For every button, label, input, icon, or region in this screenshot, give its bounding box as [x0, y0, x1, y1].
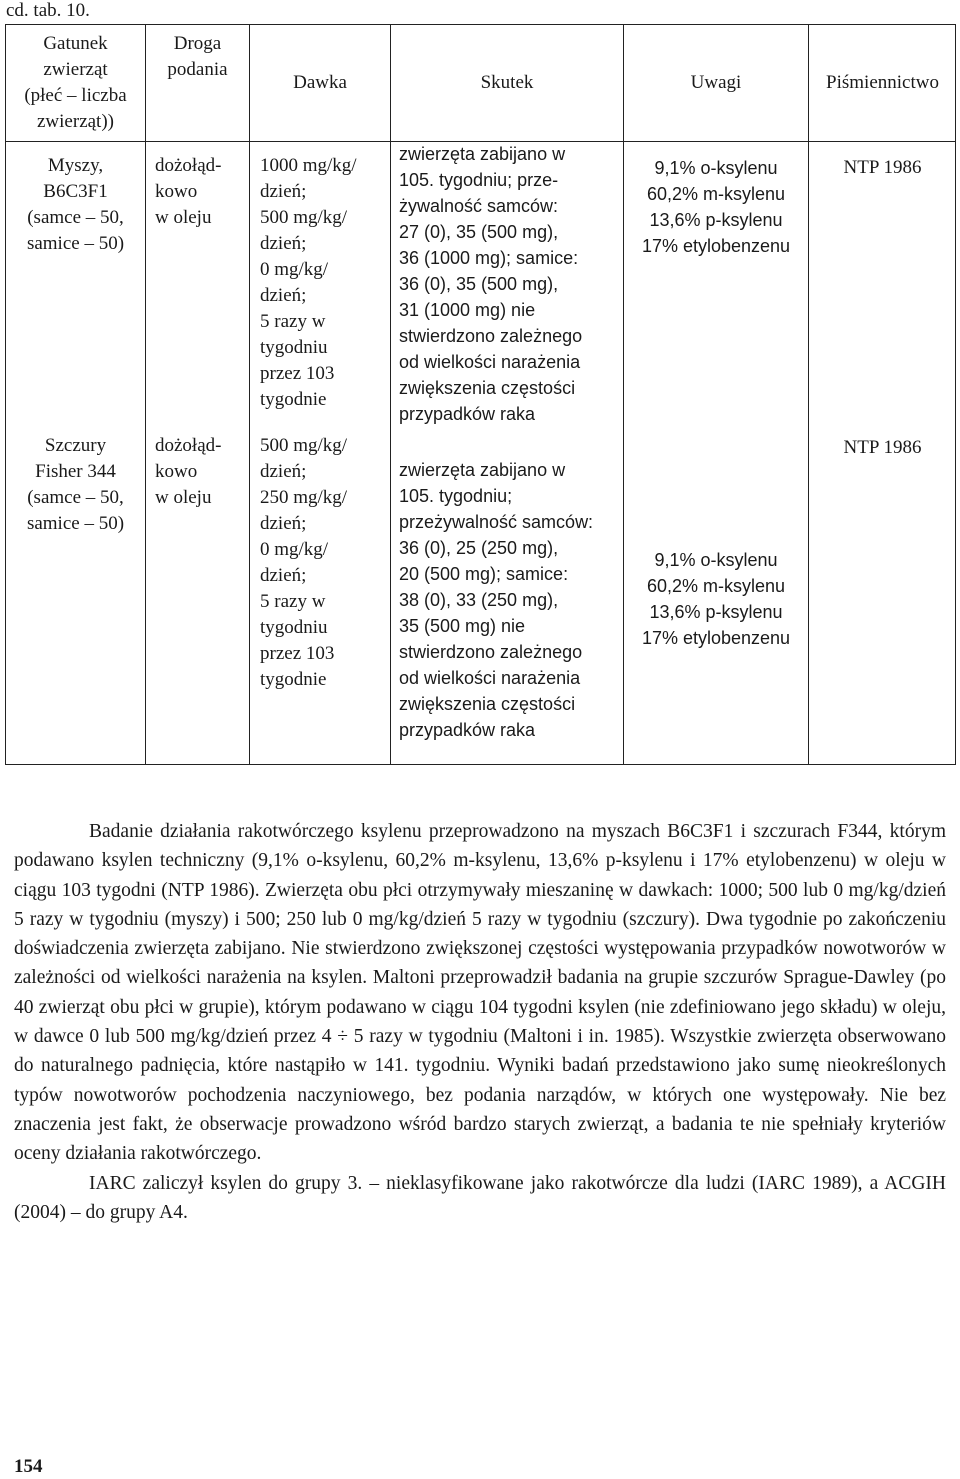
header-dose: Dawka — [293, 72, 347, 93]
table-caption: cd. tab. 10. — [6, 0, 90, 21]
row-mice-notes: 9,1% o-ksylenu 60,2% m-ksylenu 13,6% p-ksylenu 17% etylobenzenu — [641, 158, 791, 256]
page-number: 154 — [14, 1456, 43, 1477]
header-references: Piśmiennictwo — [826, 72, 939, 93]
row-rats-dose: 500 mg/kg/ dzień; 250 mg/kg/ dzień; 0 mg/kg/ dzień; 5 razy w tygodniu przez 103 tygodnie — [260, 435, 348, 690]
row-rats-notes: 9,1% o-ksylenu 60,2% m-ksylenu 13,6% p-ksylenu 17% etylobenzenu — [641, 550, 791, 648]
paragraph: IARC zaliczył ksylen do grupy 3. – nieklasyfikowane jako rakotwórcze dla ludzi (IARC 1989), a ACGIH (2004) – do grupy A4. — [14, 1172, 946, 1223]
header-effect: Skutek — [480, 72, 534, 93]
row-mice-effect: zwierzęta zabijano w 105. tygodniu; prze- żywalność samców: 27 (0), 35 (500 mg), 36 (1000 mg); samice: 36 (0), 35 (500 mg), 31 (1000 mg) nie stwierdzono zależnego od wielkości narażenia zwiększenia częstości przypadków raka — [399, 144, 583, 424]
body-text — [14, 817, 946, 1227]
toxicity-table — [5, 24, 956, 765]
header-species: Gatunek zwierząt (płeć – liczba zwierząt)) — [24, 33, 127, 132]
header-route: Droga podania — [167, 33, 228, 80]
row-mice-species: Myszy, B6C3F1 (samce – 50, samice – 50) — [26, 155, 125, 254]
row-rats-species: Szczury Fisher 344 (samce – 50, samice – 50) — [26, 435, 125, 534]
row-mice-references: NTP 1986 — [843, 157, 922, 178]
row-mice-route: dożołąd- kowo w oleju — [155, 155, 222, 228]
row-rats-effect: zwierzęta zabijano w 105. tygodniu; przeżywalność samców: 36 (0), 25 (250 mg), 20 (500 mg); samice: 38 (0), 33 (250 mg), 35 (500 mg) nie stwierdzono zależnego od wielkości narażenia zwiększenia częstości przypadków raka — [399, 460, 594, 740]
paragraph: Badanie działania rakotwórczego ksylenu przeprowadzono na myszach B6C3F1 i szczurach F344, którym podawano ksylen techniczny (9,1% o-ksylenu, 60,2% m-ksylenu, 13,6% p-ksylenu i 17% etylobenzenu) w oleju w ciągu 103 tygodni (NTP 1986). Zwierzęta obu płci otrzymywały mieszaninę w dawkach: 1000; 500 lub 0 mg/kg/dzień 5 razy w tygodniu (myszy) i 500; 250 lub 0 mg/kg/dzień 5 razy w tygodniu (szczury). Dwa tygodnie po zakończeniu doświadczenia zwierzęta zabijano. Nie stwierdzono zwiększonej częstości występowania przypadków nowotworów w zależności od wielkości narażenia na ksylen. Maltoni przeprowadził badania na grupie szczurów Sprague-Dawley (po 40 zwierząt obu płci w grupie), którym podawano w ciągu 104 tygodni ksylen (nie zdefiniowano jego składu) w oleju, w dawce 0 lub 500 mg/kg/dzień przez 4 ÷ 5 razy w tygodniu (Maltoni i in. 1985). Wszystkie zwierzęta obserwowano do naturalnego padnięcia, które nastąpiło w 141. tygodniu. Wyniki badań przedstawiono jako sumę nieokreślonych typów nowotworów pochodzenia naczyniowego, bez podania narządów, w których one występowały. Nie bez znaczenia jest fakt, że obserwacje prowadzono wśród bardzo starych zwierząt, a badania te nie spełniały kryteriów oceny działania rakotwórczego. — [14, 821, 946, 1165]
row-mice-dose: 1000 mg/kg/ dzień; 500 mg/kg/ dzień; 0 mg/kg/ dzień; 5 razy w tygodniu przez 103 tygodnie — [260, 155, 357, 410]
header-notes: Uwagi — [690, 72, 742, 93]
row-rats-route: dożołąd- kowo w oleju — [155, 435, 222, 508]
row-rats-references: NTP 1986 — [843, 437, 922, 458]
